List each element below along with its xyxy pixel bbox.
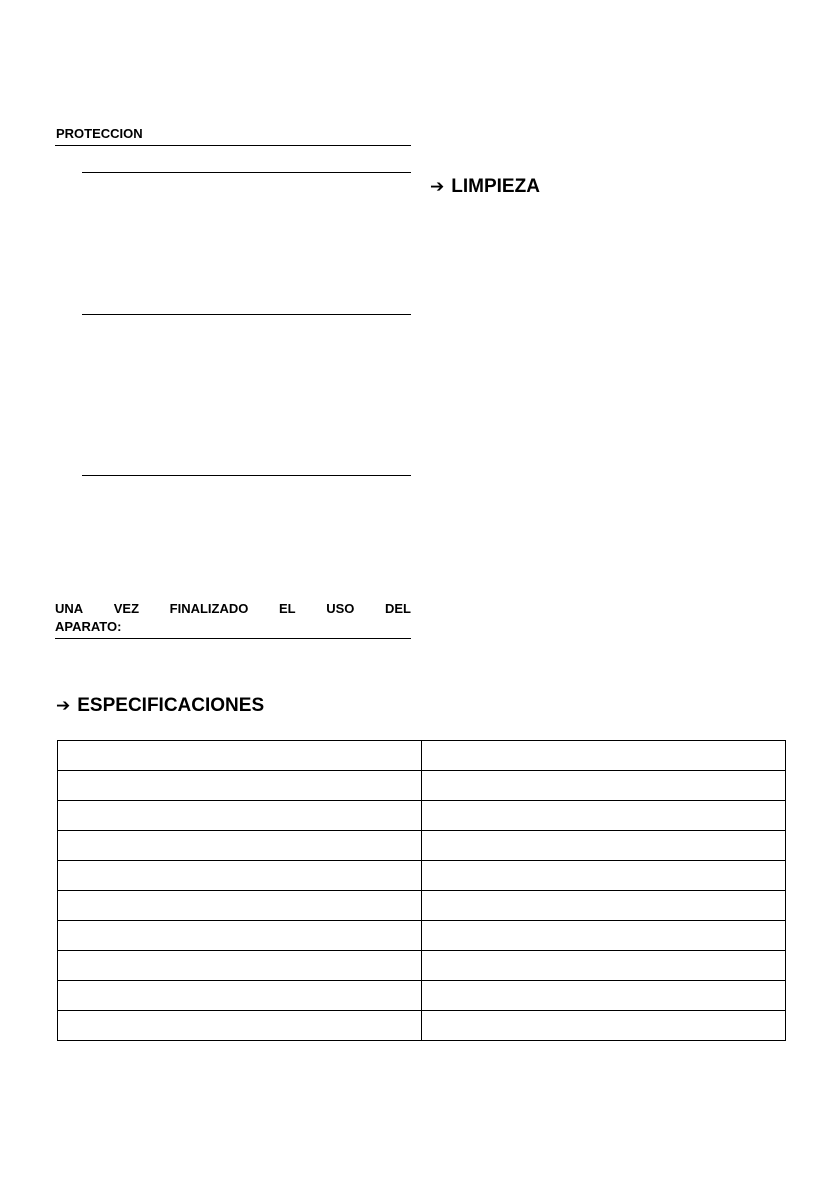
spec-value-cell: [422, 1011, 786, 1041]
table-row: [58, 891, 786, 921]
after-use-word: VEZ: [113, 601, 140, 616]
table-row: [58, 921, 786, 951]
table-row: [58, 801, 786, 831]
after-use-word: EL: [278, 601, 296, 616]
spec-value-cell: [422, 741, 786, 771]
table-row: [58, 861, 786, 891]
after-use-word: FINALIZADO: [169, 601, 249, 616]
spec-value-cell: [422, 951, 786, 981]
spec-label-cell: [58, 771, 422, 801]
right-arrow-icon: ➔: [430, 177, 445, 196]
after-use-word: USO: [326, 601, 355, 616]
spec-label-cell: [58, 951, 422, 981]
protection-underline: [55, 145, 411, 146]
spec-value-cell: [422, 801, 786, 831]
specs-heading: [56, 695, 264, 717]
spec-value-cell: [422, 921, 786, 951]
spec-value-cell: [422, 981, 786, 1011]
table-row: [58, 741, 786, 771]
after-use-word: DEL: [384, 601, 411, 616]
protection-heading: PROTECCION: [56, 126, 143, 141]
spec-label-cell: [58, 1011, 422, 1041]
section-rule-3: [82, 475, 411, 476]
spec-value-cell: [422, 831, 786, 861]
right-arrow-icon: ➔: [56, 696, 71, 715]
specs-table: [57, 740, 786, 1041]
specs-heading-label: ESPECIFICACIONES: [77, 695, 265, 716]
section-rule-2: [82, 314, 411, 315]
cleaning-heading-label: LIMPIEZA: [451, 176, 540, 197]
spec-label-cell: [58, 921, 422, 951]
spec-label-cell: [58, 861, 422, 891]
table-row: [58, 771, 786, 801]
after-use-word: UNA: [55, 601, 84, 616]
spec-label-cell: [58, 981, 422, 1011]
spec-label-cell: [58, 741, 422, 771]
spec-value-cell: [422, 861, 786, 891]
table-row: [58, 981, 786, 1011]
after-use-heading-line1: [55, 601, 411, 616]
cleaning-heading: [430, 176, 540, 198]
spec-value-cell: [422, 771, 786, 801]
spec-label-cell: [58, 831, 422, 861]
section-rule-1: [82, 172, 411, 173]
after-use-heading-line2: APARATO:: [55, 619, 122, 634]
spec-label-cell: [58, 801, 422, 831]
spec-label-cell: [58, 891, 422, 921]
after-use-underline: [55, 638, 411, 639]
table-row: [58, 831, 786, 861]
table-row: [58, 1011, 786, 1041]
spec-value-cell: [422, 891, 786, 921]
table-row: [58, 951, 786, 981]
